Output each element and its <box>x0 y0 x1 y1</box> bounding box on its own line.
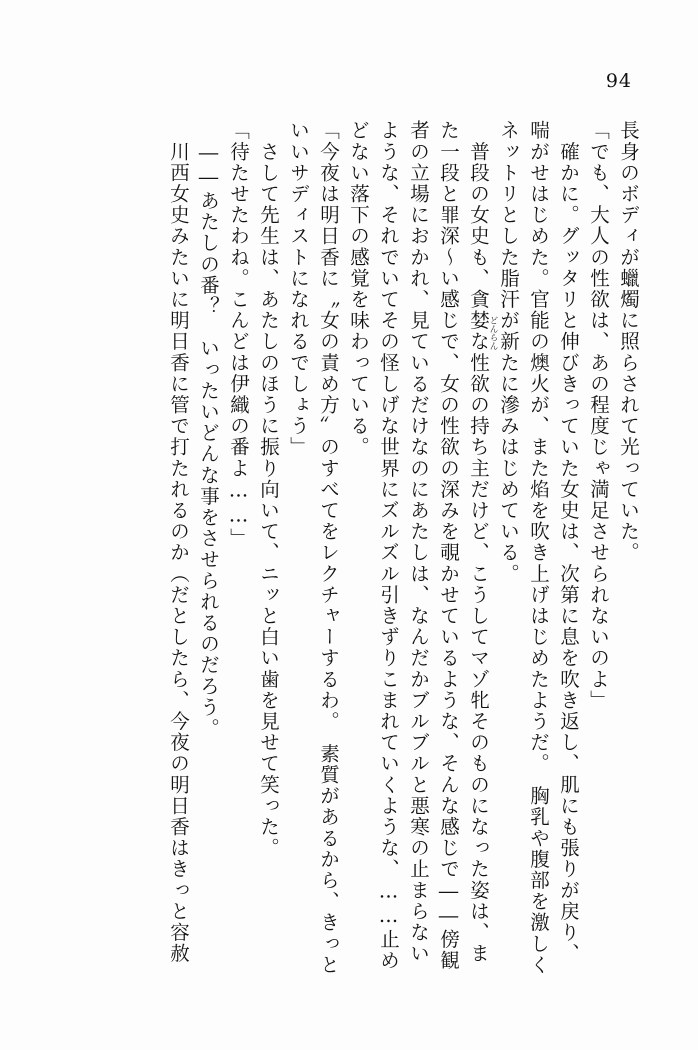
text-column: 「でも、大人の性欲は、あの程度じゃ満足させられないのよ」 <box>587 120 610 711</box>
text-column: 長身のボディが蠟燭に照らされて光っていた。 <box>617 120 640 564</box>
text-column: ネットリとした脂汗が新たに滲みはじめている。 <box>497 120 520 585</box>
text-column: た一段と罪深～い感じで、女の性欲の深みを覗かせているような、そんな感じで――傍観 <box>437 120 460 971</box>
text-column: 川西女史みたいに明日香に管で打たれるのか（だとしたら、今夜の明日香はきっと容赦 <box>167 120 190 964</box>
text-column: さして先生は、あたしのほうに振り向いて、ニッと白い歯を見せて笑った。 <box>257 120 280 859</box>
ruby-annotation: どんらん <box>488 316 498 350</box>
text-column: ――あたしの番？ いったいどんな事をさせられるのだろう。 <box>197 120 220 739</box>
text-column: 確かに。グッタリと伸びきっていた女史は、次第に息を吹き返し、肌にも張りが戻り、 <box>557 120 580 964</box>
body-text-block <box>55 120 638 1020</box>
text-column: ような、それでいてその怪しげな世界にズルズル引きずりこまれていくような、……止め <box>377 120 400 971</box>
text-column: いいサディストになれるでしょう」 <box>287 120 310 458</box>
text-column: 「待たせたわね。こんどは伊織の番よ……」 <box>227 120 250 549</box>
page-number: 94 <box>605 70 632 92</box>
text-column: 「今夜は明日香に〝女の責め方〟のすべてをレクチャーするわ。 素質があるから、きっと <box>317 120 340 976</box>
text-column: どない落下の感覚を味わっている。 <box>347 120 370 458</box>
text-column: 喘がせはじめた。官能の燠火が、また焰を吹き上げはじめたようだ。 胸乳や腹部を激しく <box>527 120 550 976</box>
text-column: 普段の女史も、貪婪な性欲の持ち主だけど、こうしてマゾ牝そのものになった姿は、ま <box>467 120 490 964</box>
text-column: 者の立場におかれ、見ているだけなのにあたしは、なんだかブルブルと悪寒の止まらない <box>407 120 430 964</box>
